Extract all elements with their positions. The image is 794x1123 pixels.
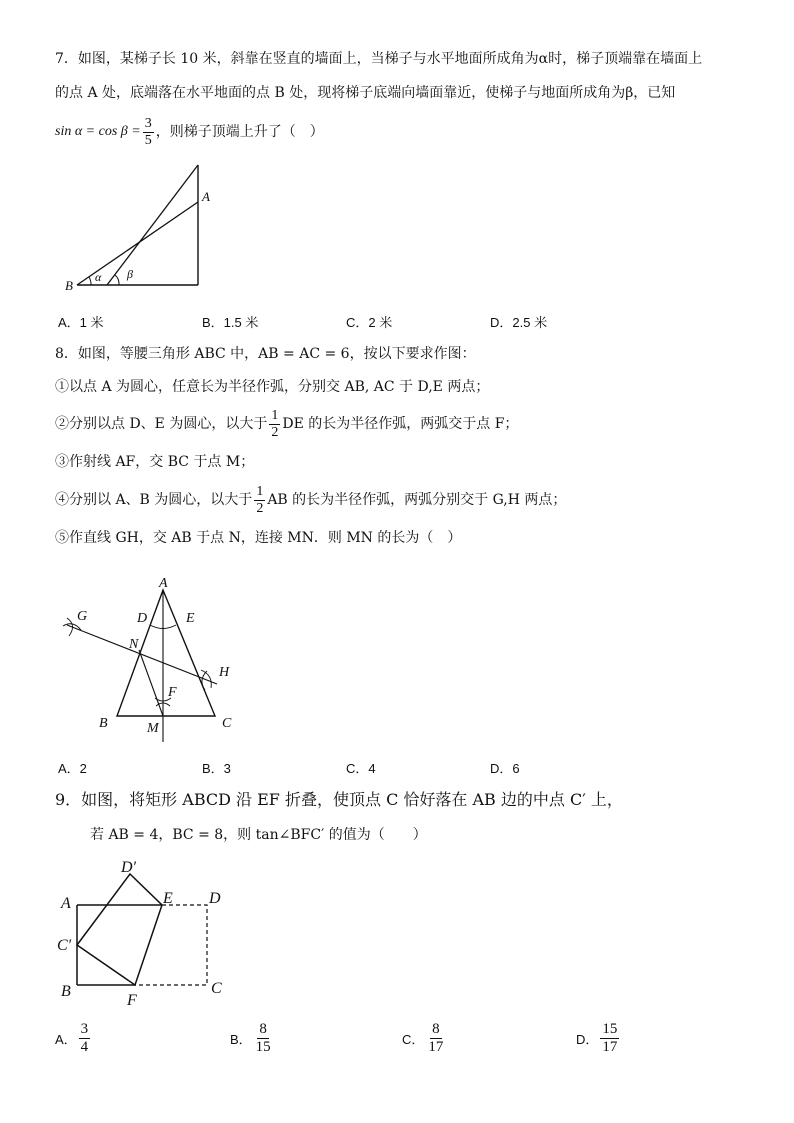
q8-label-a: A bbox=[159, 576, 168, 591]
q9-option-b[interactable] bbox=[230, 1015, 275, 1061]
q7-question-end: ，则梯子顶端上升了（ ） bbox=[155, 124, 324, 140]
q9-dashed-edf bbox=[135, 905, 207, 985]
q9-option-a-fraction bbox=[79, 1022, 91, 1055]
q9-option-c-num: 8 bbox=[432, 1020, 440, 1037]
q9-option-d-den: 17 bbox=[602, 1038, 618, 1055]
q8-label-e: E bbox=[186, 611, 195, 626]
q9-option-d-letter: D． bbox=[576, 1031, 599, 1047]
q9-label-e: E bbox=[163, 890, 173, 907]
q9-stem-line1: 9．如图，将矩形 ABCD 沿 EF 折叠，使顶点 C 恰好落在 AB 边的中点 C′ 上， bbox=[55, 790, 623, 809]
q7-frac-den: 5 bbox=[144, 132, 152, 148]
q7-option-b[interactable]: B．1.5 米 bbox=[202, 315, 259, 330]
q7-figure bbox=[55, 160, 225, 300]
q9-option-d-fraction bbox=[600, 1022, 619, 1055]
q8-option-d[interactable]: D．6 bbox=[490, 761, 520, 776]
q7-label-a: A bbox=[202, 189, 210, 204]
q9-stem-line2: 若 AB = 4，BC = 8，则 tan∠BFC′ 的值为（ ） bbox=[90, 827, 427, 843]
q8-label-m: M bbox=[147, 721, 159, 736]
q8-segment-mn bbox=[139, 650, 163, 716]
q8-label-g: G bbox=[77, 609, 88, 624]
q7-ladder-beta bbox=[107, 165, 198, 285]
q8-step4 bbox=[55, 482, 566, 518]
q8-step4-prefix: ④分别以 A、B 为圆心，以大于 bbox=[55, 492, 253, 508]
q7-label-beta: β bbox=[127, 267, 133, 281]
q7-stem-line2: 的点 A 处，底端落在水平地面的点 B 处，现将梯子底端向墙面靠近，使梯子与地面所成角为β，已知 bbox=[55, 85, 676, 101]
q8-option-b[interactable]: B．3 bbox=[202, 761, 231, 776]
q9-option-a[interactable] bbox=[55, 1015, 92, 1061]
q8-option-c[interactable]: C．4 bbox=[346, 761, 376, 776]
q8-step2-prefix: ②分别以点 D、E 为圆心，以大于 bbox=[55, 416, 268, 432]
q9-label-c: C bbox=[211, 980, 222, 997]
q9-option-a-num: 3 bbox=[80, 1020, 89, 1037]
q8-step5: ⑤作直线 GH，交 AB 于点 N，连接 MN．则 MN 的长为（ ） bbox=[55, 530, 462, 546]
q8-step4-den: 2 bbox=[256, 500, 264, 516]
q8-label-h: H bbox=[219, 665, 230, 680]
q7-option-d[interactable]: D．2.5 米 bbox=[490, 315, 548, 330]
q9-figure bbox=[55, 850, 255, 1010]
q7-angle-alpha-arc bbox=[89, 277, 91, 285]
q8-step2 bbox=[55, 406, 518, 442]
q9-option-c-den: 17 bbox=[428, 1038, 444, 1055]
q9-option-b-den: 15 bbox=[255, 1038, 271, 1055]
q9-label-f: F bbox=[127, 992, 137, 1009]
q9-option-b-num: 8 bbox=[259, 1020, 267, 1037]
q8-step2-suffix: DE 的长为半径作弧，两弧交于点 F； bbox=[282, 416, 519, 432]
q9-option-c-fraction bbox=[426, 1022, 445, 1055]
q9-option-c-letter: C． bbox=[402, 1031, 425, 1047]
q9-label-a: A bbox=[61, 895, 71, 912]
q8-figure bbox=[55, 570, 255, 750]
q8-step2-num: 1 bbox=[271, 407, 279, 423]
q7-option-a[interactable]: A．1 米 bbox=[58, 315, 104, 330]
q9-label-cprime: C′ bbox=[57, 937, 72, 954]
q7-option-c[interactable]: C．2 米 bbox=[346, 315, 393, 330]
q7-stem-line1: 7．如图，某梯子长 10 米，斜靠在竖直的墙面上，当梯子与水平地面所成角为α时，梯子顶端靠在墙面上 bbox=[55, 51, 703, 67]
q8-step2-den: 2 bbox=[271, 424, 279, 440]
q7-fraction bbox=[143, 117, 154, 148]
q8-triangle bbox=[117, 590, 215, 716]
q9-option-d-num: 15 bbox=[602, 1020, 618, 1037]
q8-label-d: D bbox=[137, 611, 148, 626]
q7-angle-beta-arc bbox=[115, 275, 119, 285]
q8-label-n: N bbox=[129, 637, 139, 652]
q7-label-b: B bbox=[65, 278, 73, 293]
q9-option-c[interactable] bbox=[402, 1015, 447, 1061]
q9-label-d: D bbox=[209, 890, 221, 907]
q8-label-b: B bbox=[99, 716, 108, 731]
q9-label-b: B bbox=[61, 983, 71, 1000]
q8-option-a[interactable]: A．2 bbox=[58, 761, 87, 776]
q9-folded-shape bbox=[77, 874, 162, 985]
q8-stem-line1: 8．如图，等腰三角形 ABC 中，AB = AC = 6，按以下要求作图： bbox=[55, 346, 476, 362]
q8-step2-fraction bbox=[269, 409, 280, 440]
q8-label-c: C bbox=[222, 716, 232, 731]
q8-step4-num: 1 bbox=[256, 483, 264, 499]
q9-option-a-den: 4 bbox=[80, 1038, 89, 1055]
q9-option-b-fraction bbox=[254, 1022, 273, 1055]
q8-line-gh bbox=[67, 625, 217, 684]
q9-option-d[interactable] bbox=[576, 1015, 621, 1061]
q8-step1: ①以点 A 为圆心，任意长为半径作弧，分别交 AB, AC 于 D,E 两点； bbox=[55, 379, 490, 395]
q8-label-f: F bbox=[168, 685, 177, 700]
q8-step4-suffix: AB 的长为半径作弧，两弧分别交于 G,H 两点； bbox=[267, 492, 567, 508]
q9-option-b-letter: B． bbox=[230, 1031, 252, 1047]
q8-step4-fraction bbox=[254, 485, 265, 516]
q7-label-alpha: α bbox=[95, 270, 102, 284]
q9-option-a-letter: A． bbox=[55, 1031, 77, 1047]
q7-stem-line3 bbox=[55, 112, 324, 152]
q7-frac-num: 3 bbox=[144, 115, 152, 131]
q8-step3: ③作射线 AF，交 BC 于点 M； bbox=[55, 454, 255, 470]
q9-label-dprime: D′ bbox=[121, 859, 137, 876]
q7-condition: sin α = cos β = bbox=[55, 124, 141, 139]
